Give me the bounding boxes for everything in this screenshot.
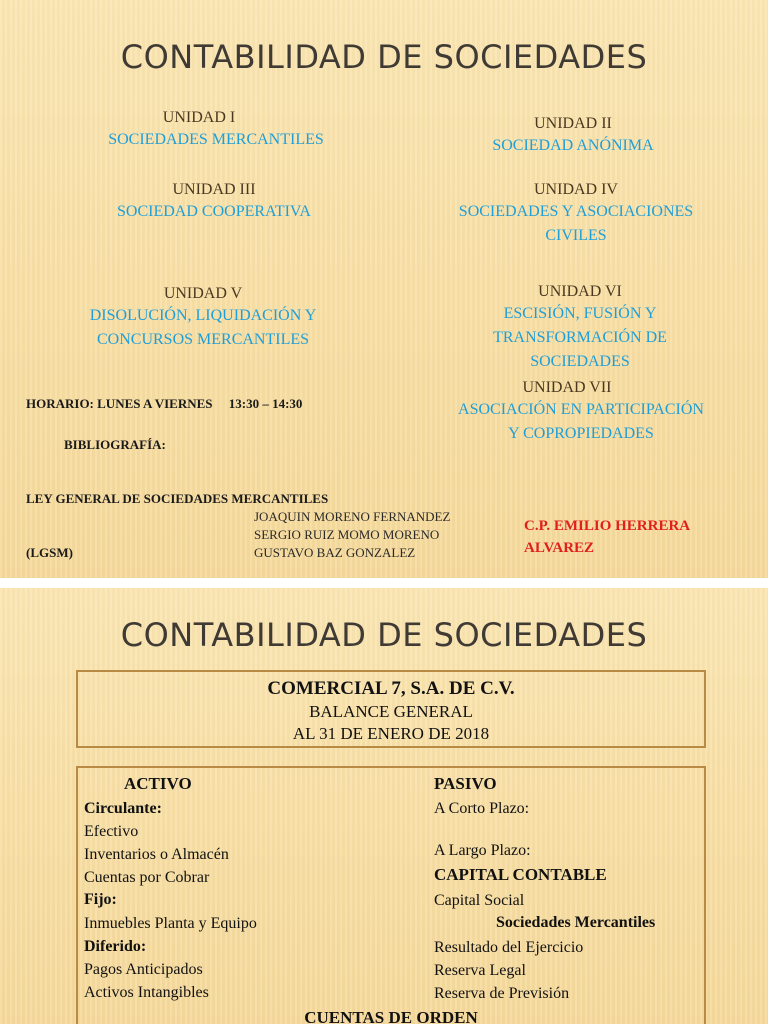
- balance-header-box: [76, 670, 706, 748]
- unit-3: [86, 180, 342, 224]
- pasivo-heading: PASIVO: [434, 774, 497, 793]
- bibliografia-line: (LGSM): [26, 545, 73, 560]
- unit-label: UNIDAD IV: [534, 181, 618, 198]
- unit-name: SOCIEDAD COOPERATIVA: [117, 203, 311, 220]
- unit-label: UNIDAD VII: [522, 379, 612, 396]
- cuentas-orden-heading: CUENTAS DE ORDEN: [304, 1008, 478, 1024]
- activo-item: Inmuebles Planta y Equipo: [84, 915, 257, 932]
- slide-2: [0, 588, 768, 1024]
- pasivo-largo: A Largo Plazo:: [434, 842, 531, 859]
- unit-name-line: SOCIEDADES Y ASOCIACIONES: [458, 203, 694, 220]
- teacher-line: C.P. EMILIO HERRERA: [524, 518, 691, 534]
- capital-social: Capital Social: [434, 892, 525, 909]
- unit-name: SOCIEDADES MERCANTILES: [108, 131, 324, 148]
- author: GUSTAVO BAZ GONZALEZ: [254, 545, 416, 560]
- activo-item: Efectivo: [84, 823, 139, 840]
- unit-label: UNIDAD I: [162, 109, 236, 126]
- circulante-heading: Circulante:: [84, 800, 162, 817]
- activo-heading: ACTIVO: [124, 774, 192, 793]
- unit-6: [462, 282, 698, 374]
- teacher-line: ALVAREZ: [524, 540, 595, 556]
- pasivo-corto: A Corto Plazo:: [434, 800, 530, 817]
- slide-separator: [0, 578, 768, 588]
- authors: [254, 508, 450, 562]
- slide-title: CONTABILIDAD DE SOCIEDADES: [120, 616, 648, 654]
- activo-item: Pagos Anticipados: [84, 961, 203, 978]
- unit-name-line: SOCIEDADES: [530, 353, 630, 370]
- bibliografia-line: LEY GENERAL DE SOCIEDADES MERCANTILES: [26, 491, 329, 506]
- capital-item: Reserva Legal: [434, 962, 526, 979]
- capital-item: Reserva de Previsión: [434, 985, 570, 1002]
- unit-name-line: DISOLUCIÓN, LIQUIDACIÓN Y: [89, 307, 317, 324]
- author: JOAQUIN MORENO FERNANDEZ: [254, 509, 451, 524]
- unit-1: [86, 108, 346, 152]
- teacher-name: [524, 515, 690, 559]
- unit-name-line: Y COPROPIEDADES: [508, 425, 654, 442]
- activo-item: Activos Intangibles: [84, 984, 209, 1001]
- unit-name-line: CIVILES: [545, 227, 607, 244]
- activo-item: Inventarios o Almacén: [84, 846, 229, 863]
- unit-5: [58, 284, 348, 352]
- fijo-heading: Fijo:: [84, 891, 117, 908]
- unit-label: UNIDAD V: [163, 285, 243, 302]
- statement-name: BALANCE GENERAL: [309, 702, 473, 721]
- activo-item: Cuentas por Cobrar: [84, 869, 210, 886]
- unit-4: [430, 180, 722, 248]
- unit-7: [426, 378, 736, 446]
- author: SERGIO RUIZ MOMO MORENO: [254, 527, 440, 542]
- balance-body-box: [76, 766, 706, 1024]
- horario: HORARIO: LUNES A VIERNES 13:30 – 14:30: [26, 396, 303, 411]
- unit-name-line: ASOCIACIÓN EN PARTICIPACIÓN: [458, 401, 704, 418]
- company-name: COMERCIAL 7, S.A. DE C.V.: [267, 678, 515, 699]
- capital-heading: CAPITAL CONTABLE: [434, 865, 607, 884]
- unit-2: [460, 114, 686, 158]
- statement-date: AL 31 DE ENERO DE 2018: [292, 724, 490, 743]
- diferido-heading: Diferido:: [84, 938, 147, 955]
- unit-label: UNIDAD VI: [538, 283, 622, 300]
- unit-name: SOCIEDAD ANÓNIMA: [492, 137, 654, 154]
- unit-name-line: TRANSFORMACIÓN DE: [493, 329, 667, 346]
- unit-name-line: ESCISIÓN, FUSIÓN Y: [503, 305, 657, 322]
- sociedades-mercantiles: Sociedades Mercantiles: [496, 914, 656, 931]
- unit-label: UNIDAD III: [172, 181, 256, 198]
- slide-title: CONTABILIDAD DE SOCIEDADES: [120, 38, 648, 76]
- unit-label: UNIDAD II: [534, 115, 612, 132]
- bibliografia-heading: BIBLIOGRAFÍA:: [64, 437, 166, 452]
- capital-item: Resultado del Ejercicio: [434, 939, 584, 956]
- unit-name-line: CONCURSOS MERCANTILES: [96, 331, 310, 348]
